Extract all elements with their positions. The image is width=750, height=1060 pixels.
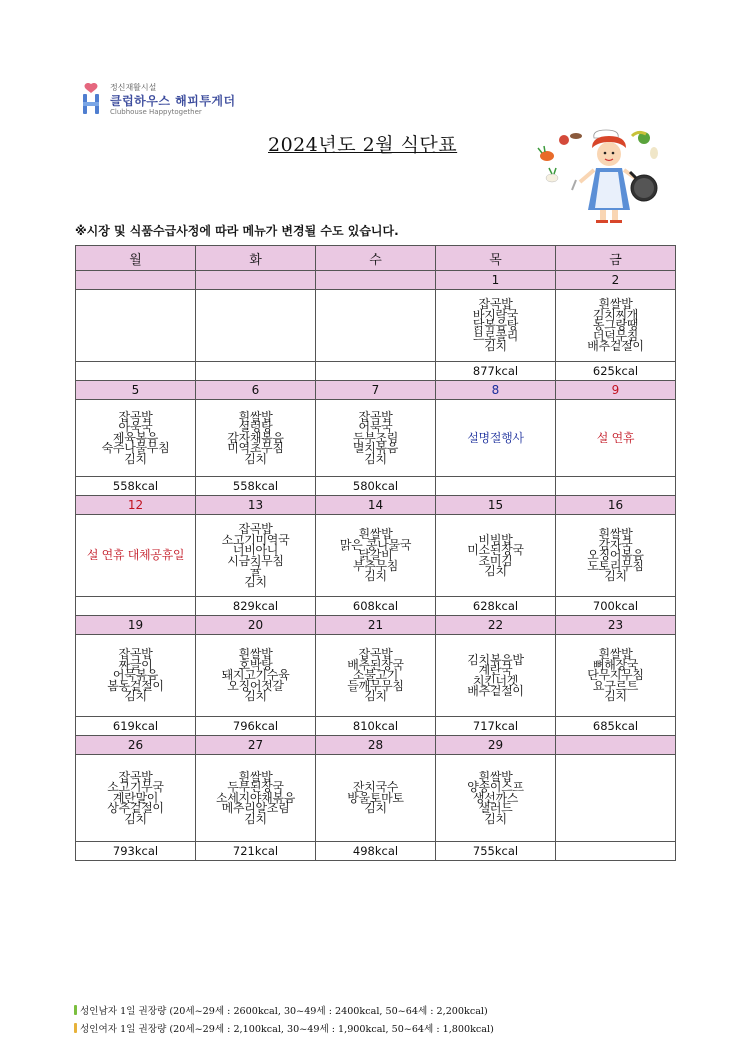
menu-item: 상추겉절이: [107, 801, 164, 816]
kcal-cell: [556, 842, 676, 861]
kcal-cell: 685kcal: [556, 717, 676, 736]
menu-item: 오징어젓갈: [227, 678, 284, 693]
menu-item: 치킨너겟: [472, 673, 519, 688]
menu-item: 조미김: [478, 553, 513, 568]
weekday-header: 목: [436, 246, 556, 271]
kcal-row: [76, 477, 676, 496]
menu-item: 계란말이: [112, 790, 159, 805]
date-cell: [76, 271, 196, 290]
logo-h-icon: [80, 82, 102, 116]
weekday-header-row: [76, 246, 676, 271]
menu-item: 방울토마토: [347, 790, 404, 805]
menu-item: 잡곡밥: [118, 409, 153, 424]
menu-item: 더덕무침: [592, 328, 639, 343]
menu-cell: [436, 515, 556, 597]
weekday-header: 수: [316, 246, 436, 271]
menu-item: 어묵볶음: [112, 668, 159, 683]
menu-item: 두부조림: [352, 430, 399, 445]
menu-cell: [76, 635, 196, 717]
menu-item: 김치: [484, 564, 507, 578]
kcal-cell: 558kcal: [76, 477, 196, 496]
menu-item: 돼지고기수육: [221, 668, 290, 683]
menu-item: 도토리무침: [587, 558, 644, 573]
menu-item: 김치: [604, 569, 627, 584]
menu-cell: [316, 400, 436, 477]
menu-item: 봄동겉절이: [107, 678, 164, 693]
menu-cell: [316, 515, 436, 597]
menu-cell: [196, 290, 316, 362]
menu-row: [76, 515, 676, 597]
menu-item: 미소된장국: [467, 543, 524, 557]
kcal-cell: 619kcal: [76, 717, 196, 736]
weekday-header: 화: [196, 246, 316, 271]
menu-cell: [76, 515, 196, 597]
menu-item: 잡곡밥: [238, 522, 273, 536]
menu-item: 김치: [124, 811, 147, 826]
menu-item: 감자국: [598, 537, 633, 552]
kcal-row: [76, 362, 676, 381]
kcal-cell: 829kcal: [196, 597, 316, 616]
menu-item: 김치: [244, 574, 267, 589]
kcal-cell: 877kcal: [436, 362, 556, 381]
kcal-cell: [316, 362, 436, 381]
menu-item: 귤: [249, 564, 262, 578]
menu-item: 설 연휴: [596, 430, 635, 445]
menu-item: 김치: [364, 801, 387, 816]
menu-item: 호박탕: [238, 657, 273, 672]
kcal-cell: 796kcal: [196, 717, 316, 736]
menu-item: 잡곡밥: [118, 647, 153, 662]
date-cell: 19: [76, 616, 196, 635]
menu-item: 오징어볶음: [587, 548, 644, 563]
menu-item: 흰쌀밥: [238, 769, 273, 784]
menu-item: 배추된장국: [347, 657, 404, 672]
kcal-cell: 721kcal: [196, 842, 316, 861]
menu-item: 비빔밥: [478, 532, 513, 547]
kcal-cell: 580kcal: [316, 477, 436, 496]
menu-item: 흰쌀밥: [238, 409, 273, 424]
menu-item: 맑은 콩나물국: [339, 537, 412, 552]
menu-item: 흰쌀밥: [358, 527, 393, 542]
menu-cell: [556, 635, 676, 717]
menu-item: 잡곡밥: [358, 409, 393, 424]
menu-cell: [556, 755, 676, 842]
menu-item: 김치: [244, 451, 267, 466]
menu-item: 소고기무국: [107, 780, 164, 795]
menu-cell: [436, 290, 556, 362]
menu-cell: [556, 515, 676, 597]
menu-item: 샐러드: [478, 801, 513, 816]
date-row: [76, 381, 676, 400]
menu-item: 두부된장국: [227, 780, 284, 795]
date-cell: 8: [436, 381, 556, 400]
menu-item: 부추무침: [352, 558, 399, 573]
date-cell: 22: [436, 616, 556, 635]
date-cell: 6: [196, 381, 316, 400]
menu-item: 흰쌀밥: [598, 297, 633, 312]
bullet-bar-icon: [74, 1023, 77, 1033]
kcal-cell: 793kcal: [76, 842, 196, 861]
menu-item: 제육볶음: [112, 430, 159, 445]
kcal-cell: 700kcal: [556, 597, 676, 616]
page-title: 2024년도 2월 식단표: [268, 134, 458, 156]
recommended-intake-line: [80, 1021, 494, 1035]
menu-item: 소세지야채볶음: [215, 790, 296, 805]
kcal-cell: 810kcal: [316, 717, 436, 736]
date-cell: 12: [76, 496, 196, 515]
kcal-cell: 558kcal: [196, 477, 316, 496]
menu-cell: [76, 290, 196, 362]
kcal-cell: 498kcal: [316, 842, 436, 861]
menu-item: 바지락국: [472, 307, 519, 322]
menu-cell: [196, 755, 316, 842]
menu-cell: [556, 290, 676, 362]
bullet-bar-icon: [74, 1005, 77, 1015]
menu-cell: [76, 400, 196, 477]
menu-item: 김치: [604, 689, 627, 704]
date-cell: 20: [196, 616, 316, 635]
clubhouse-logo: [80, 80, 250, 120]
menu-cell: [436, 400, 556, 477]
menu-item: 생선까스: [472, 790, 519, 805]
menu-item: 단무지무침: [587, 668, 644, 683]
date-cell: 1: [436, 271, 556, 290]
menu-item: 소불고기: [352, 668, 399, 683]
meal-menu-body: [76, 271, 676, 861]
menu-item: 브로콜리: [472, 328, 519, 343]
weekday-header: 금: [556, 246, 676, 271]
logo-name: 클럽하우스 해피투게더: [110, 94, 236, 108]
date-cell: 28: [316, 736, 436, 755]
kcal-cell: [196, 362, 316, 381]
menu-item: 감자채볶음: [227, 430, 284, 445]
date-row: [76, 616, 676, 635]
kcal-cell: 717kcal: [436, 717, 556, 736]
menu-item: 잡곡밥: [358, 647, 393, 662]
meal-menu-table: [75, 245, 676, 861]
weekday-header: 월: [76, 246, 196, 271]
menu-cell: [196, 515, 316, 597]
menu-cell: [316, 290, 436, 362]
menu-item: 아욱국: [118, 420, 153, 435]
date-cell: 26: [76, 736, 196, 755]
menu-cell: [436, 635, 556, 717]
kcal-cell: 608kcal: [316, 597, 436, 616]
menu-item: 잡곡밥: [118, 769, 153, 784]
menu-item: 흰쌀밥: [478, 769, 513, 784]
menu-item: 흰쌀밥: [598, 527, 633, 542]
menu-item: 김치: [364, 689, 387, 704]
chef-illustration: [532, 128, 662, 224]
menu-item: 김치: [484, 811, 507, 826]
date-cell: 16: [556, 496, 676, 515]
menu-item: 미역초무침: [227, 441, 284, 456]
menu-item: 배추겉절이: [587, 339, 644, 354]
menu-item: 양송이스프: [467, 780, 524, 795]
menu-item: 김치: [364, 569, 387, 584]
menu-item: 요구르트: [592, 678, 639, 693]
kcal-cell: [76, 362, 196, 381]
menu-cell: [316, 755, 436, 842]
menu-item: 잔치국수: [352, 780, 399, 795]
kcal-cell: 755kcal: [436, 842, 556, 861]
date-cell: 7: [316, 381, 436, 400]
menu-item: 김치: [124, 689, 147, 704]
kcal-cell: 628kcal: [436, 597, 556, 616]
date-cell: 13: [196, 496, 316, 515]
menu-cell: [196, 635, 316, 717]
menu-change-notice: ※시장 및 식품수급사정에 따라 메뉴가 변경될 수도 있습니다.: [75, 224, 399, 238]
menu-item: 짜글이: [118, 657, 153, 672]
date-cell: [556, 736, 676, 755]
menu-row: [76, 400, 676, 477]
menu-row: [76, 755, 676, 842]
date-cell: 2: [556, 271, 676, 290]
menu-item: 뼈해장국: [592, 657, 639, 672]
menu-item: 닭볶음탕: [472, 318, 519, 333]
menu-item: 김치볶음밥: [467, 652, 524, 667]
date-cell: 23: [556, 616, 676, 635]
menu-item: 김치: [244, 811, 267, 826]
menu-item: 배추겉절이: [467, 684, 524, 698]
date-cell: 5: [76, 381, 196, 400]
menu-item: 설명절행사: [467, 430, 524, 445]
kcal-cell: [556, 477, 676, 496]
menu-item: 시금치무침: [227, 553, 284, 568]
menu-item: 들깨무무침: [347, 678, 404, 693]
menu-item: 설 연휴 대체공휴일: [86, 548, 185, 563]
date-cell: 15: [436, 496, 556, 515]
menu-item: 동그랑땡: [592, 318, 639, 333]
menu-item: 김치찌개: [592, 307, 639, 322]
menu-item: 잡곡밥: [478, 297, 513, 312]
logo-subtitle: 정신재활시설: [110, 83, 157, 92]
menu-item: 소고기미역국: [221, 532, 290, 547]
kcal-row: [76, 597, 676, 616]
menu-item: 김치: [244, 689, 267, 704]
menu-cell: [436, 755, 556, 842]
date-row: [76, 496, 676, 515]
logo-english-name: Clubhouse Happytogether: [110, 108, 202, 116]
kcal-cell: [76, 597, 196, 616]
menu-item: 흰쌀밥: [238, 647, 273, 662]
date-row: [76, 271, 676, 290]
recommended-intake-line: [80, 1003, 488, 1017]
menu-item: 멸치볶음: [352, 441, 399, 456]
menu-cell: [316, 635, 436, 717]
menu-item: 김치: [484, 339, 507, 354]
menu-row: [76, 635, 676, 717]
menu-item: 너비아니: [232, 543, 279, 557]
date-row: [76, 736, 676, 755]
recommended-intake-text: 성인남자 1일 권장량 (20세~29세 : 2600kcal, 30~49세 : 2400kcal, 50~64세 : 2,200kcal): [80, 1006, 488, 1017]
menu-cell: [196, 400, 316, 477]
menu-item: 메추리알조림: [221, 801, 290, 816]
date-cell: 14: [316, 496, 436, 515]
date-cell: 9: [556, 381, 676, 400]
menu-item: 김치: [124, 451, 147, 466]
date-cell: 29: [436, 736, 556, 755]
menu-row: [76, 290, 676, 362]
menu-item: 흰쌀밥: [598, 647, 633, 662]
menu-item: 김치: [364, 451, 387, 466]
menu-item: 닭갈비: [358, 548, 393, 563]
date-cell: 27: [196, 736, 316, 755]
menu-item: 설렁탕: [238, 420, 273, 435]
kcal-cell: [436, 477, 556, 496]
date-cell: [316, 271, 436, 290]
menu-item: 숙주나물무침: [101, 441, 170, 456]
date-cell: [196, 271, 316, 290]
menu-cell: [76, 755, 196, 842]
kcal-row: [76, 717, 676, 736]
menu-item: 계란국: [478, 663, 513, 677]
recommended-intake-text: 성인여자 1일 권장량 (20세~29세 : 2,100kcal, 30~49세 : 1,900kcal, 50~64세 : 1,800kcal): [80, 1024, 494, 1035]
kcal-cell: 625kcal: [556, 362, 676, 381]
date-cell: 21: [316, 616, 436, 635]
kcal-row: [76, 842, 676, 861]
menu-item: 어묵국: [358, 420, 393, 435]
menu-cell: [556, 400, 676, 477]
